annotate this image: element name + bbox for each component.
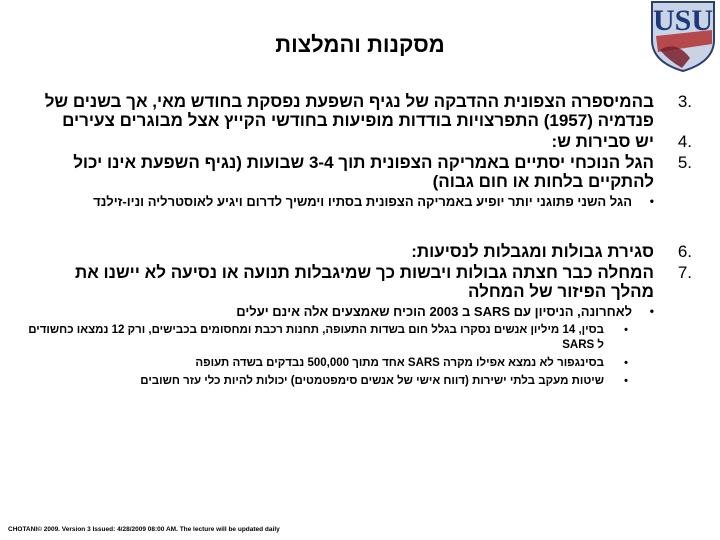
bullet-text: הגל השני פתוגני יותר יופיע באמריקה הצפונית בסתיו וימשיך לדרום ויגיע לאוסטרליה וניו-זילנד [93, 194, 632, 209]
bullet-dot-icon: • [649, 194, 654, 208]
bullet-dot-icon: • [624, 324, 628, 336]
footer-copyright: CHOTANI© 2009. Version 3 Issued: 4/28/2009 08:00 AM. The lecture will be updated daily [8, 526, 280, 533]
bullet-dot-icon: • [624, 375, 628, 387]
list-item-4 [28, 132, 692, 151]
list-item-7 [28, 263, 692, 301]
content-list [28, 92, 692, 389]
sub-bullet-item [28, 323, 692, 353]
bullet-dot-icon: • [649, 304, 654, 318]
bullet-text: לאחרונה, הניסיון עם SARS ב 2003 הוכיח שאמצעים אלה אינם יעלים [236, 304, 632, 319]
item-number: 7. [677, 263, 692, 282]
item-text: יש סבירות ש: [551, 132, 654, 151]
item-text: הגל הנוכחי יסתיים באמריקה הצפונית תוך 3-4 שבועות (נגיף השפעת אינו יכול להתקיים בלחות או חום גבוה) [73, 153, 654, 191]
item-number: 3. [677, 92, 692, 111]
bullet-item [28, 193, 692, 210]
page-title: מסקנות והמלצות [275, 32, 445, 57]
logo-letters: USU [652, 4, 714, 37]
list-item-6 [28, 242, 692, 261]
item-text: בהמיספרה הצפונית ההדבקה של נגיף השפעת נפסקת בחודש מאי, אך בשנים של פנדמיה (1957) התפרצויות בודדות מופיעות בחודשי הקייץ אצל מבוגרים צעירים [44, 92, 654, 130]
sub-bullet-item [28, 356, 692, 371]
bullet-item [28, 303, 692, 320]
item-number: 4. [677, 132, 692, 151]
sub-bullet-text: בסין, 14 מיליון אנשים נסקרו בגלל חום בשדות התעופה, תחנות רכבת ומחסומים בכבישים, ורק 12 נמצאו כחשודים ל SARS [28, 324, 604, 351]
sub-bullet-text: בסינגפור לא נמצא אפילו מקרה SARS אחד מתוך 500,000 נבדקים בשדה תעופה [195, 357, 604, 369]
item-number: 5. [677, 153, 692, 172]
sub-bullet-item [28, 374, 692, 389]
list-item-5 [28, 153, 692, 191]
item-text: סגירת גבולות ומגבלות לנסיעות: [411, 242, 654, 261]
list-item-3 [28, 92, 692, 130]
sub-bullet-text: שיטות מעקב בלתי ישירות (דווח אישי של אנשים סימפטמטים) יכולות להיות כלי עזר חשובים [140, 375, 604, 387]
item-number: 6. [677, 242, 692, 261]
item-text: המחלה כבר חצתה גבולות ויבשות כך שמיגבלות תנועה או נסיעה לא יישנו את מהלך הפיזור של המחלה [75, 263, 654, 301]
bullet-dot-icon: • [624, 357, 628, 369]
